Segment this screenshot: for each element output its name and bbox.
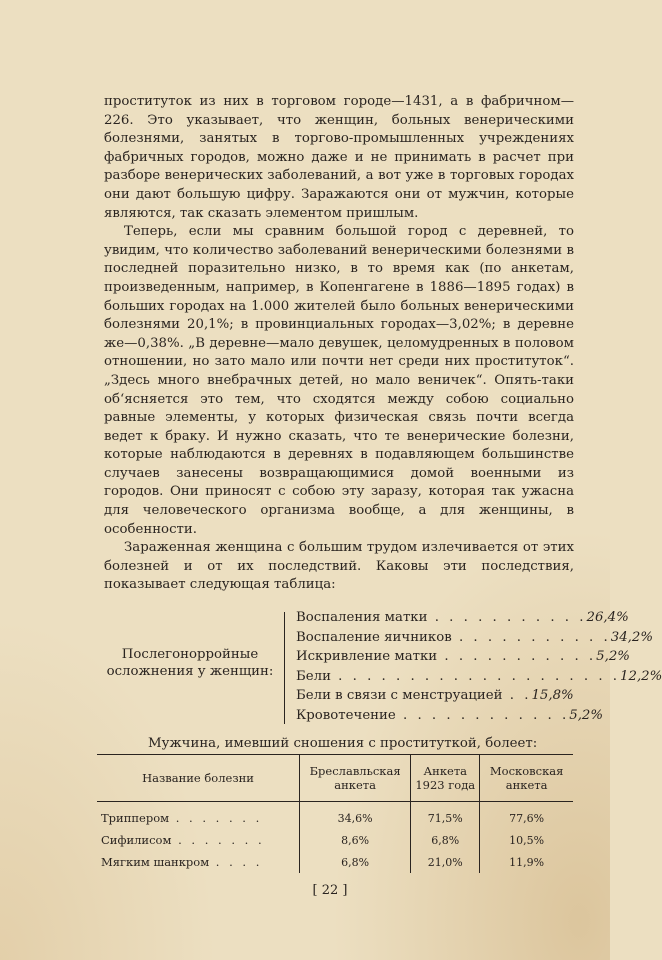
complication-item [296,667,662,687]
complication-value: 26,4% [586,610,629,625]
value-cell: 6,8% [300,851,411,873]
leader-dots: . . . . . . . [171,833,265,847]
disease-table [97,754,573,873]
disease-name-cell [97,802,300,830]
complications-table [104,608,662,726]
complication-item [296,706,604,726]
value-cell: 34,6% [300,802,411,830]
header-disease-name: Название болезни [97,755,300,802]
complication-value: 34,2% [610,629,653,645]
disease-name: Триппером [101,811,170,825]
complication-value: 5,2% [569,707,604,723]
complications-list [296,608,662,725]
table-header-row [97,755,573,802]
leader-dots: . . . . . . . . . . . [437,649,597,664]
value-cell: 10,5% [480,829,573,851]
complication-item [296,686,574,706]
leader-dots: . . . . . . . . . . . [427,610,587,625]
complication-name: Бели [296,668,331,684]
leader-dots: . . . . . . . [169,811,263,825]
complication-value: 15,8% [531,688,574,703]
value-cell: 77,6% [480,802,573,830]
complications-label: Послегонорройные осложнения у женщин: [106,647,274,679]
paragraph-1: проституток из них в торговом городе—1431, а в фабричном—226. Это указывает, что женщин, больных венерическими болезнями, занятых в торгово-промышленных учреждениях фабричных городов, можно даже и не принимать в расчет при разборе венерических заболеваний, а вот уже в торговых городах они дают большую цифру. Заражаются они от мужчин, которые являются, так сказать элементом пришлым. [104,94,574,221]
value-cell: 8,6% [300,829,411,851]
complication-name: Воспаление яичников [296,629,452,645]
disease-name: Мягким шанкром [101,855,210,869]
body-text [104,93,574,595]
value-cell: 6,8% [411,829,480,851]
complication-name: Искривление матки [296,649,438,664]
header-moscow: Московская анкета [480,755,573,802]
complication-item [296,628,653,648]
value-cell: 21,0% [411,851,480,873]
leader-dots: . . [502,688,532,703]
table-row [97,851,573,873]
complication-value: 5,2% [596,649,630,664]
table-row [97,802,573,830]
complication-value: 12,2% [620,668,662,684]
leader-dots: . . . . . . . . . . . . . . . . . . . . [330,668,621,684]
table-row [97,829,573,851]
paragraph-3: Зараженная женщина с большим трудом излечивается от этих болезней и от их последствий. Каковы эти последствия, показывает следующая таблица: [104,540,574,593]
disease-name: Сифилисом [101,833,172,847]
complication-item [296,647,630,667]
complication-item [296,608,629,628]
header-1923: Анкета 1923 года [411,755,480,802]
page-number: [ 22 ] [312,883,348,898]
paragraph-2: Теперь, если мы сравним большой город с деревней, то увидим, что количество заболеваний венерическими болезнями в последней поразительно низко, в то время как (по анкетам, произведенным, например, в Копенгагене в 1886—1895 годах) в больших городах на 1.000 жителей было больных венерическими болезнями 20,1%; в провинциальных городах—3,02%; в деревне же—0,38%. „В деревне—мало девушек, целомудренных в половом отношении, но зато мало или почти нет среди них проституток“. „Здесь много внебрачных детей, но мало веничек“. Опять-таки об‘ясняется это тем, что сходятся между собою социально равные элементы, у которых физическая связь почти всегда ведет к браку. И нужно сказать, что те венерические болезни, которые наблюдаются в деревнях в подавляющем большинстве случаев занесены возвращающимися домой военными из городов. Они приносят с собою эту заразу, которая так ужасна для человеческого организма вообще, а для женщины, в особенности. [104,224,574,537]
leader-dots: . . . . [209,855,263,869]
value-cell: 11,9% [480,851,573,873]
value-cell: 71,5% [411,802,480,830]
disease-name-cell [97,851,300,873]
leader-dots: . . . . . . . . . . . . [395,707,570,723]
brace [284,612,293,724]
complication-name: Воспаления матки [296,610,428,625]
table-caption: Мужчина, имевший сношения с проституткой, болеет: [148,736,538,751]
header-breslau: Бреславльская анкета [300,755,411,802]
complication-name: Бели в связи с менструацией [296,688,503,703]
disease-name-cell [97,829,300,851]
complication-name: Кровотечение [296,707,396,723]
leader-dots: . . . . . . . . . . . [451,629,611,645]
